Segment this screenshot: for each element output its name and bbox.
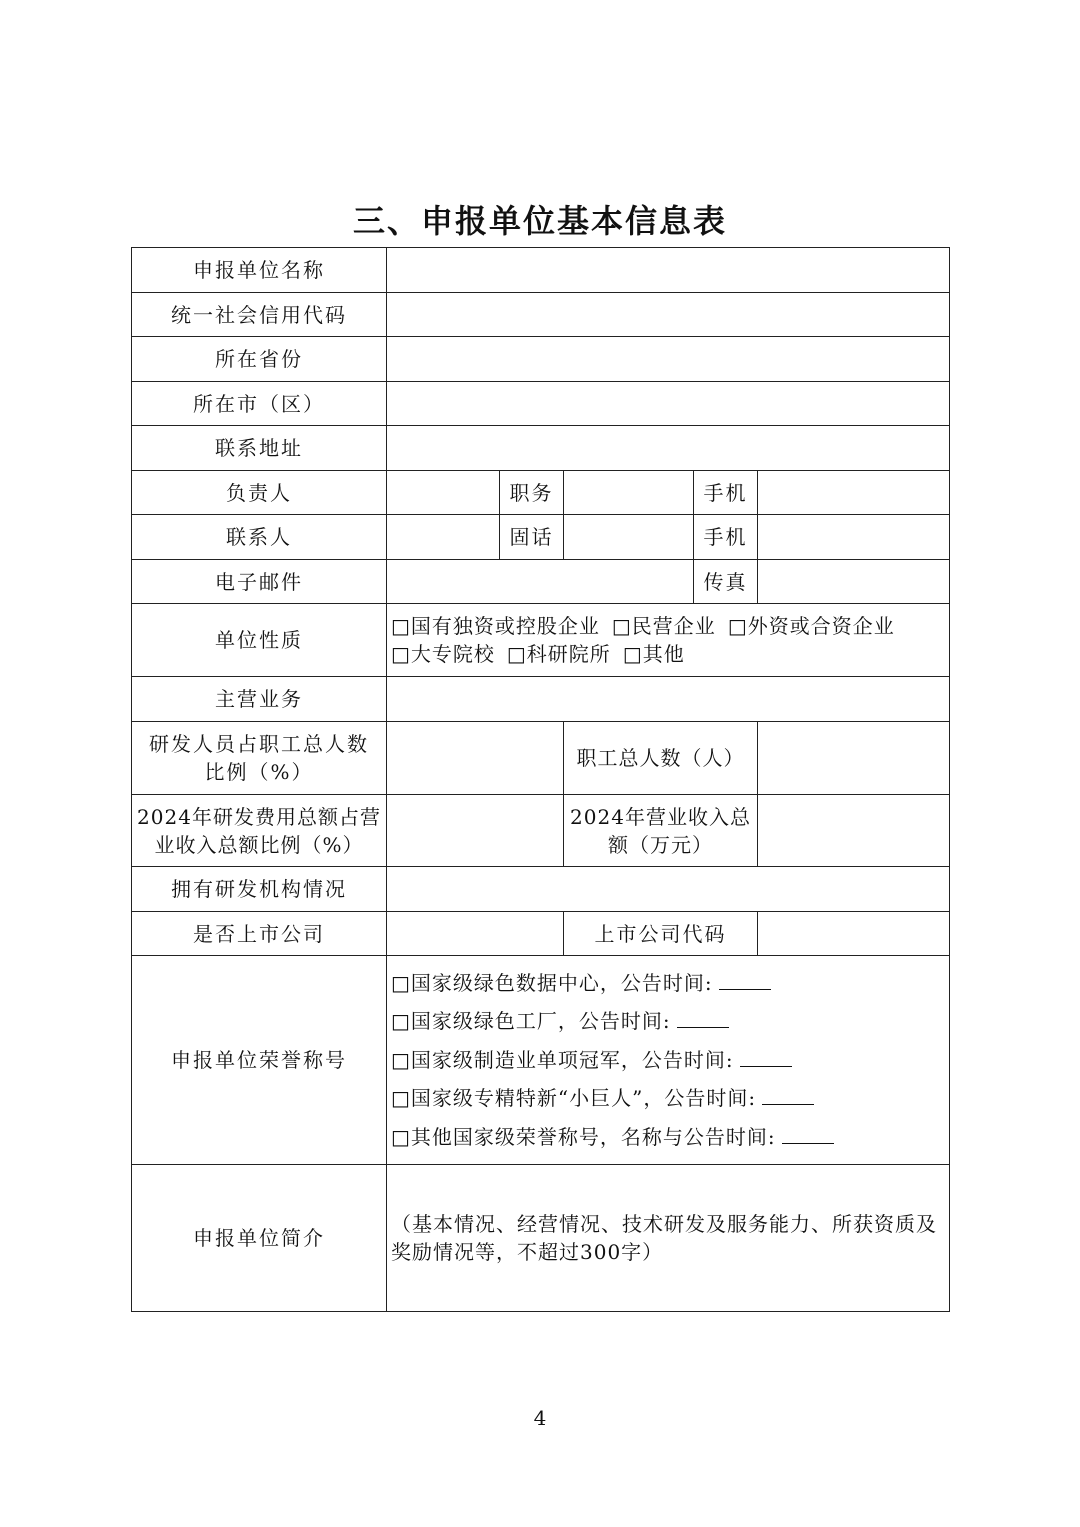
date-blank xyxy=(762,1086,814,1105)
row-credit-code xyxy=(132,293,950,337)
position-label: 职务 xyxy=(500,471,564,515)
contact-mobile-label: 手机 xyxy=(694,515,758,560)
row-email xyxy=(132,560,950,604)
row-unit-name xyxy=(132,248,950,293)
profile-hint: （基本情况、经营情况、技术研发及服务能力、所获资质及奖励情况等，不超过300字） xyxy=(391,1212,937,1264)
page-number: 4 xyxy=(533,1406,547,1430)
date-blank xyxy=(740,1048,792,1067)
rd-staff-ratio-label: 研发人员占职工总人数比例（%） xyxy=(132,722,387,795)
city-field[interactable] xyxy=(387,382,950,426)
date-blank xyxy=(719,971,771,990)
total-staff-label: 职工总人数（人） xyxy=(564,722,758,795)
row-staff-ratio xyxy=(132,722,950,795)
row-contact xyxy=(132,515,950,560)
rd-staff-ratio-field[interactable] xyxy=(387,722,564,795)
unit-name-field[interactable] xyxy=(387,248,950,293)
stock-code-field[interactable] xyxy=(758,912,950,956)
option-college[interactable]: □大专院校 xyxy=(391,642,495,666)
row-address xyxy=(132,426,950,471)
rd-institutions-field[interactable] xyxy=(387,867,950,912)
position-field[interactable] xyxy=(564,471,694,515)
mobile-label: 手机 xyxy=(694,471,758,515)
landline-label: 固话 xyxy=(500,515,564,560)
honor-green-data-center[interactable]: □国家级绿色数据中心，公告时间: xyxy=(387,964,949,1003)
credit-code-label: 统一社会信用代码 xyxy=(132,293,387,337)
row-city xyxy=(132,382,950,426)
stock-code-label: 上市公司代码 xyxy=(564,912,758,956)
rd-expense-ratio-field[interactable] xyxy=(387,795,564,867)
row-rd-institutions xyxy=(132,867,950,912)
rd-expense-ratio-label: 2024年研发费用总额占营业收入总额比例（%） xyxy=(132,795,387,867)
row-honors xyxy=(132,956,950,1165)
honors-label: 申报单位荣誉称号 xyxy=(132,956,387,1165)
fax-label: 传真 xyxy=(694,560,758,604)
date-blank xyxy=(677,1009,729,1028)
option-private[interactable]: □民营企业 xyxy=(611,614,716,638)
honor-single-champion[interactable]: □国家级制造业单项冠军，公告时间: xyxy=(387,1041,949,1080)
contact-label: 联系人 xyxy=(132,515,387,560)
revenue-field[interactable] xyxy=(758,795,950,867)
option-state-owned[interactable]: □国有独资或控股企业 xyxy=(391,614,600,638)
option-other[interactable]: □其他 xyxy=(622,642,685,666)
date-blank xyxy=(782,1125,834,1144)
city-label: 所在市（区） xyxy=(132,382,387,426)
fax-field[interactable] xyxy=(758,560,950,604)
honor-little-giant[interactable]: □国家级专精特新“小巨人”，公告时间: xyxy=(387,1079,949,1118)
honors-options xyxy=(387,956,950,1165)
basic-info-table xyxy=(131,247,950,1312)
credit-code-field[interactable] xyxy=(387,293,950,337)
rd-institutions-label: 拥有研发机构情况 xyxy=(132,867,387,912)
province-field[interactable] xyxy=(387,337,950,382)
province-label: 所在省份 xyxy=(132,337,387,382)
person-in-charge-label: 负责人 xyxy=(132,471,387,515)
page-title: 三、申报单位基本信息表 xyxy=(352,202,727,240)
row-listed xyxy=(132,912,950,956)
row-profile xyxy=(132,1165,950,1312)
address-label: 联系地址 xyxy=(132,426,387,471)
row-province xyxy=(132,337,950,382)
email-field[interactable] xyxy=(387,560,694,604)
main-business-label: 主营业务 xyxy=(132,677,387,722)
option-foreign[interactable]: □外资或合资企业 xyxy=(727,614,895,638)
row-main-business xyxy=(132,677,950,722)
profile-label: 申报单位简介 xyxy=(132,1165,387,1312)
unit-name-label: 申报单位名称 xyxy=(132,248,387,293)
email-label: 电子邮件 xyxy=(132,560,387,604)
option-research-institute[interactable]: □科研院所 xyxy=(506,642,611,666)
listed-label: 是否上市公司 xyxy=(132,912,387,956)
landline-field[interactable] xyxy=(564,515,694,560)
address-field[interactable] xyxy=(387,426,950,471)
row-unit-nature xyxy=(132,604,950,677)
total-staff-field[interactable] xyxy=(758,722,950,795)
honor-green-factory[interactable]: □国家级绿色工厂，公告时间: xyxy=(387,1002,949,1041)
revenue-label: 2024年营业收入总额（万元） xyxy=(564,795,758,867)
person-in-charge-field[interactable] xyxy=(387,471,500,515)
honor-other-national[interactable]: □其他国家级荣誉称号，名称与公告时间: xyxy=(387,1118,949,1157)
contact-field[interactable] xyxy=(387,515,500,560)
unit-nature-label: 单位性质 xyxy=(132,604,387,677)
main-business-field[interactable] xyxy=(387,677,950,722)
unit-nature-options xyxy=(387,604,950,677)
row-person-in-charge xyxy=(132,471,950,515)
mobile-field[interactable] xyxy=(758,471,950,515)
listed-field[interactable] xyxy=(387,912,564,956)
row-rd-expense xyxy=(132,795,950,867)
contact-mobile-field[interactable] xyxy=(758,515,950,560)
profile-field[interactable] xyxy=(387,1165,950,1312)
